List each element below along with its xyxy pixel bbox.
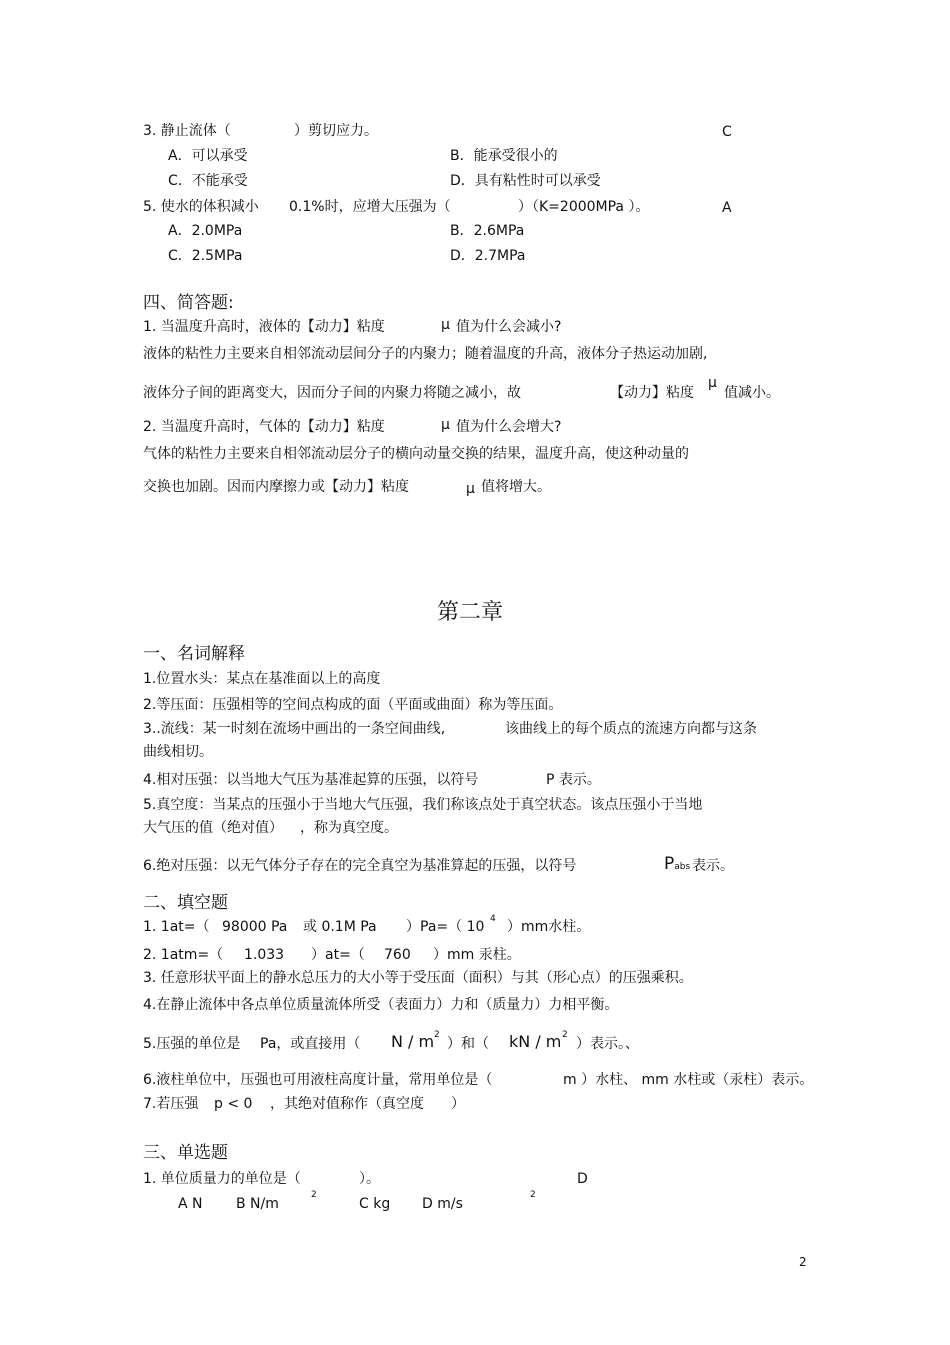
mc-heading: 三、单选题	[143, 1143, 228, 1163]
q5-answer: A	[722, 200, 732, 216]
fill-2-a: 2. 1atm=（	[143, 947, 224, 963]
sq1-answer-line1: 液体的粘性力主要来自相邻流动层间分子的内聚力；随着温度的升高，液体分子热运动加剧,	[143, 346, 708, 362]
q5-option-c: C．2.5MPa	[168, 248, 243, 264]
q3-option-c: C．不能承受	[168, 173, 248, 189]
mc-1-option-d: D m/s	[422, 1196, 463, 1212]
fill-3: 3. 任意形状平面上的静水总压力的大小等于受压面（面积）与其（形心点）的压强乘积。	[143, 970, 693, 986]
q3-stem-end: ）剪切应力。	[294, 123, 378, 139]
q3-option-d: D．具有粘性时可以承受	[450, 173, 601, 189]
sq2-answer-end: 值将增大。	[481, 479, 551, 495]
term-3-c: 曲线相切。	[143, 744, 213, 760]
mc-1-answer: D	[577, 1171, 588, 1187]
mc-1-option-c: C kg	[359, 1196, 391, 1212]
term-6-symbol	[664, 855, 690, 876]
q5-option-d: D．2.7MPa	[450, 248, 526, 264]
q5-stem: 5. 使水的体积减小	[143, 199, 259, 215]
fill-5-a: 5.压强的单位是	[143, 1036, 241, 1052]
term-5-c: ，称为真空度。	[300, 820, 398, 836]
q5-stem-end: ）（K=2000MPa ）。	[518, 199, 650, 215]
term-6-p: P	[664, 854, 675, 874]
mu-symbol: μ	[441, 317, 450, 333]
fill-5-unit-1: N / m	[391, 1032, 435, 1051]
mc-1-option-b-exponent: 2	[311, 1190, 317, 1200]
fill-7-c: ，其绝对值称作（真空度	[270, 1096, 424, 1112]
q3-option-b: B．能承受很小的	[450, 148, 558, 164]
terms-heading: 一、名词解释	[143, 644, 245, 664]
fill-5-exponent-1: 2	[434, 1030, 440, 1040]
term-3-a: 3..流线：某一时刻在流场中画出的一条空间曲线,	[143, 721, 446, 737]
fill-7-d: ）	[451, 1096, 465, 1112]
term-1: 1.位置水头：某点在基准面以上的高度	[143, 671, 381, 687]
fill-5-d: ）和（	[447, 1036, 489, 1052]
fill-2-e: ）mm 汞柱。	[433, 947, 521, 963]
chapter-title: 第二章	[437, 600, 504, 625]
page-number: 2	[799, 1255, 807, 1269]
term-4-b: P 表示。	[546, 772, 601, 788]
fill-2-b: 1.033	[244, 947, 285, 963]
fill-1-d: ）Pa=（ 10	[406, 919, 485, 935]
sq2-question-a: 2. 当温度升高时，气体的【动力】粘度	[143, 419, 385, 435]
term-3-b: 该曲线上的每个质点的流速方向都与这条	[505, 721, 757, 737]
mc-1-option-d-exponent: 2	[530, 1190, 536, 1200]
term-6-b: 表示。	[692, 858, 734, 874]
fill-7-b: p < 0	[214, 1096, 253, 1112]
fill-1-a: 1. 1at=（	[143, 919, 210, 935]
term-6-a: 6.绝对压强：以无气体分子存在的完全真空为基准算起的压强，以符号	[143, 858, 577, 874]
mc-1-option-a: A N	[178, 1196, 203, 1212]
q5-option-b: B．2.6MPa	[450, 223, 525, 239]
q3-stem: 3. 静止流体（	[143, 123, 231, 139]
term-5-a: 5.真空度：当某点的压强小于当地大气压强，我们称该点处于真空状态。该点压强小于当地	[143, 797, 703, 813]
mu-symbol: μ	[466, 481, 475, 497]
fill-heading: 二、填空题	[143, 893, 228, 913]
sq2-question-b: 值为什么会增大?	[456, 419, 562, 435]
fill-5-unit-2: kN / m	[509, 1032, 562, 1051]
fill-2-c: ）at=（	[311, 947, 365, 963]
mu-symbol: μ	[708, 375, 717, 391]
mc-1-option-b: B N/m	[236, 1196, 279, 1212]
sq1-answer-end: 值减小。	[724, 385, 780, 401]
fill-7-a: 7.若压强	[143, 1096, 199, 1112]
sq2-answer-line2: 交换也加剧。因而内摩擦力或【动力】粘度	[143, 479, 409, 495]
term-6-subscript: abs	[674, 862, 691, 872]
fill-5-b: Pa，或直接用（	[260, 1036, 361, 1052]
fill-6-a: 6.液柱单位中，压强也可用液柱高度计量，常用单位是（	[143, 1072, 493, 1088]
fill-5-f: ）表示。、	[576, 1036, 639, 1052]
sq1-answer-viscosity: 【动力】粘度	[610, 385, 694, 401]
fill-1-c: 或 0.1M Pa	[303, 919, 377, 935]
fill-6-b: m ）水柱、 mm 水柱或（汞柱）表示。	[563, 1072, 814, 1088]
q5-stem-mid: 0.1%时，应增大压强为（	[289, 199, 451, 215]
fill-1-exponent: 4	[490, 914, 496, 924]
term-5-b: 大气压的值（绝对值）	[143, 820, 283, 836]
sq1-question-b: 值为什么会减小?	[456, 319, 562, 335]
mc-1-stem-end: ）。	[359, 1171, 380, 1187]
mc-1-stem: 1. 单位质量力的单位是（	[143, 1171, 301, 1187]
q3-option-a: A．可以承受	[168, 148, 248, 164]
q5-option-a: A．2.0MPa	[168, 223, 243, 239]
term-2: 2.等压面：压强相等的空间点构成的面（平面或曲面）称为等压面。	[143, 697, 563, 713]
short-answer-heading: 四、简答题:	[143, 293, 234, 313]
sq2-answer-line1: 气体的粘性力主要来自相邻流动层分子的横向动量交换的结果，温度升高，使这种动量的	[143, 446, 689, 462]
fill-5-exponent-2: 2	[562, 1030, 568, 1040]
sq1-question-a: 1. 当温度升高时，液体的【动力】粘度	[143, 319, 385, 335]
fill-1-e: ）mm水柱。	[507, 919, 591, 935]
fill-1-b: 98000 Pa	[222, 919, 288, 935]
fill-4: 4.在静止流体中各点单位质量流体所受（表面力）力和（质量力）力相平衡。	[143, 997, 619, 1013]
sq1-answer-line2: 液体分子间的距离变大，因而分子间的内聚力将随之减小，故	[143, 385, 521, 401]
term-4-a: 4.相对压强：以当地大气压为基准起算的压强，以符号	[143, 772, 479, 788]
fill-2-d: 760	[384, 947, 411, 963]
q3-answer: C	[722, 124, 732, 140]
mu-symbol: μ	[441, 417, 450, 433]
